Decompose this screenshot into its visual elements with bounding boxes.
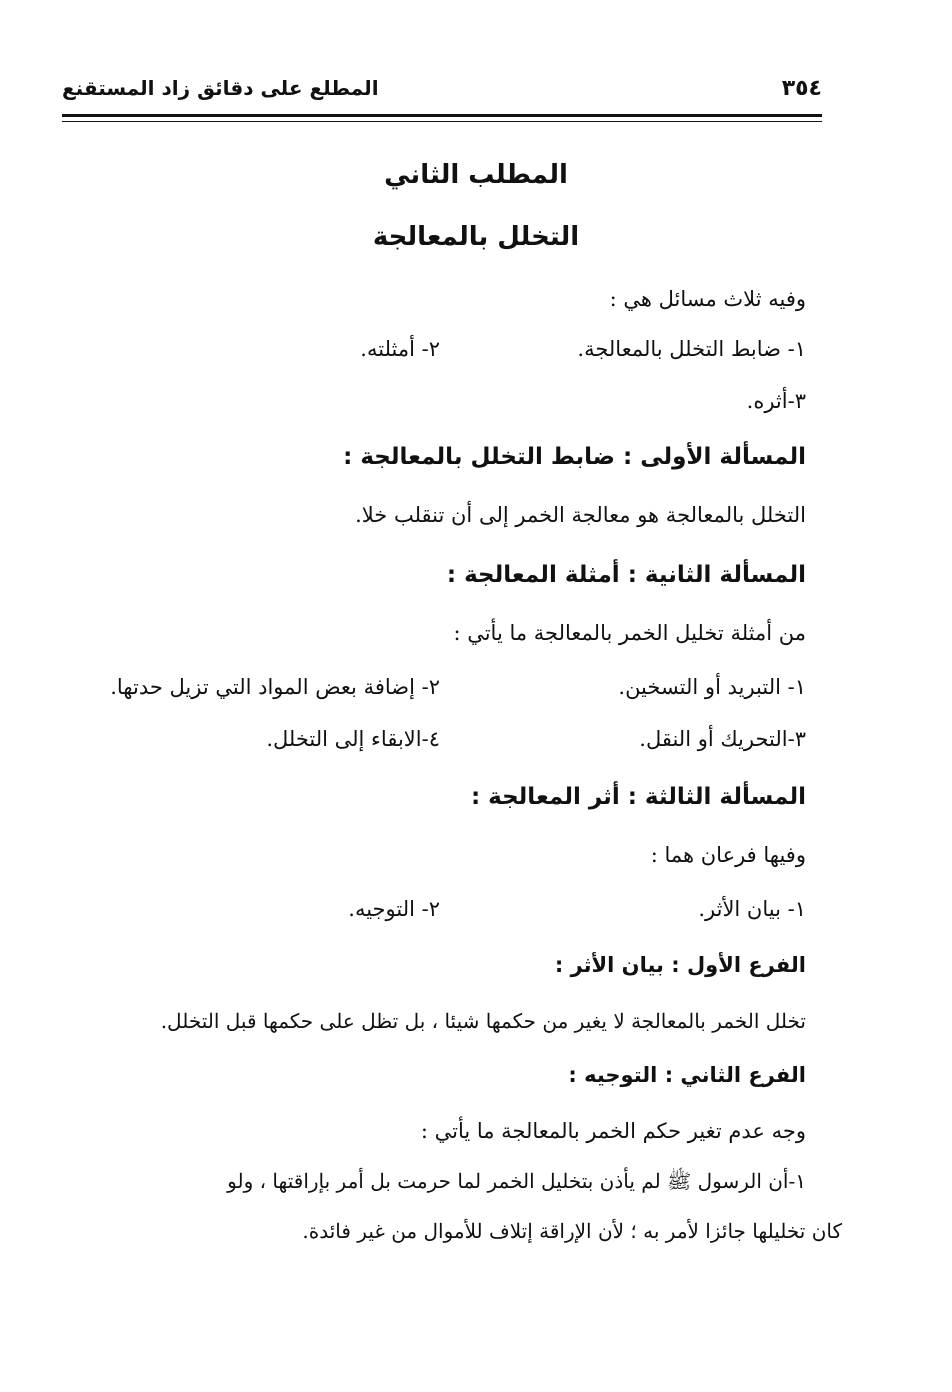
q2-item-2: ٢- إضافة بعض المواد التي تزيل حدتها.: [110, 675, 440, 699]
intro-item-1: ١- ضابط التخلل بالمعالجة.: [577, 337, 806, 361]
q3-heading: المسألة الثالثة : أثر المعالجة :: [470, 784, 806, 810]
branch1-text: تخلل الخمر بالمعالجة لا يغير من حكمها شيئا ، بل تظل على حكمها قبل التخلل.: [160, 1009, 806, 1033]
book-title: المطلع على دقائق زاد المستقنع: [62, 76, 379, 100]
q1-text: التخلل بالمعالجة هو معالجة الخمر إلى أن تنقلب خلا.: [355, 503, 806, 527]
branch2-paragraph-line-1: ١-أن الرسول ﷺ لم يأذن بتخليل الخمر لما حرمت بل أمر بإراقتها ، ولو: [227, 1169, 806, 1193]
q2-item-4: ٤-الابقاء إلى التخلل.: [266, 727, 440, 751]
header-rule-thin: [62, 121, 822, 122]
q3-item-1: ١- بيان الأثر.: [698, 897, 806, 921]
page-header: [62, 76, 822, 112]
q2-text: من أمثلة تخليل الخمر بالمعالجة ما يأتي :: [453, 621, 806, 645]
branch2-heading: الفرع الثاني : التوجيه :: [568, 1063, 806, 1087]
section-title: المطلب الثاني: [384, 160, 568, 190]
q2-item-1: ١- التبريد أو التسخين.: [618, 675, 806, 699]
q3-text: وفيها فرعان هما :: [650, 843, 806, 867]
page-number: ٣٥٤: [781, 76, 822, 101]
intro-text: وفيه ثلاث مسائل هي :: [609, 287, 806, 311]
branch1-heading: الفرع الأول : بيان الأثر :: [554, 953, 806, 977]
q1-heading: المسألة الأولى : ضابط التخلل بالمعالجة :: [343, 444, 806, 470]
branch2-text: وجه عدم تغير حكم الخمر بالمعالجة ما يأتي :: [420, 1119, 806, 1143]
section-subtitle: التخلل بالمعالجة: [372, 222, 580, 252]
intro-item-2: ٢- أمثلته.: [360, 337, 440, 361]
q2-heading: المسألة الثانية : أمثلة المعالجة :: [446, 562, 806, 588]
branch2-paragraph-line-2: كان تخليلها جائزا لأمر به ؛ لأن الإراقة إتلاف للأموال من غير فائدة.: [302, 1219, 842, 1243]
q2-item-3: ٣-التحريك أو النقل.: [639, 727, 806, 751]
header-rule-thick: [62, 114, 822, 117]
intro-item-3: ٣-أثره.: [746, 389, 806, 413]
q3-item-2: ٢- التوجيه.: [348, 897, 440, 921]
